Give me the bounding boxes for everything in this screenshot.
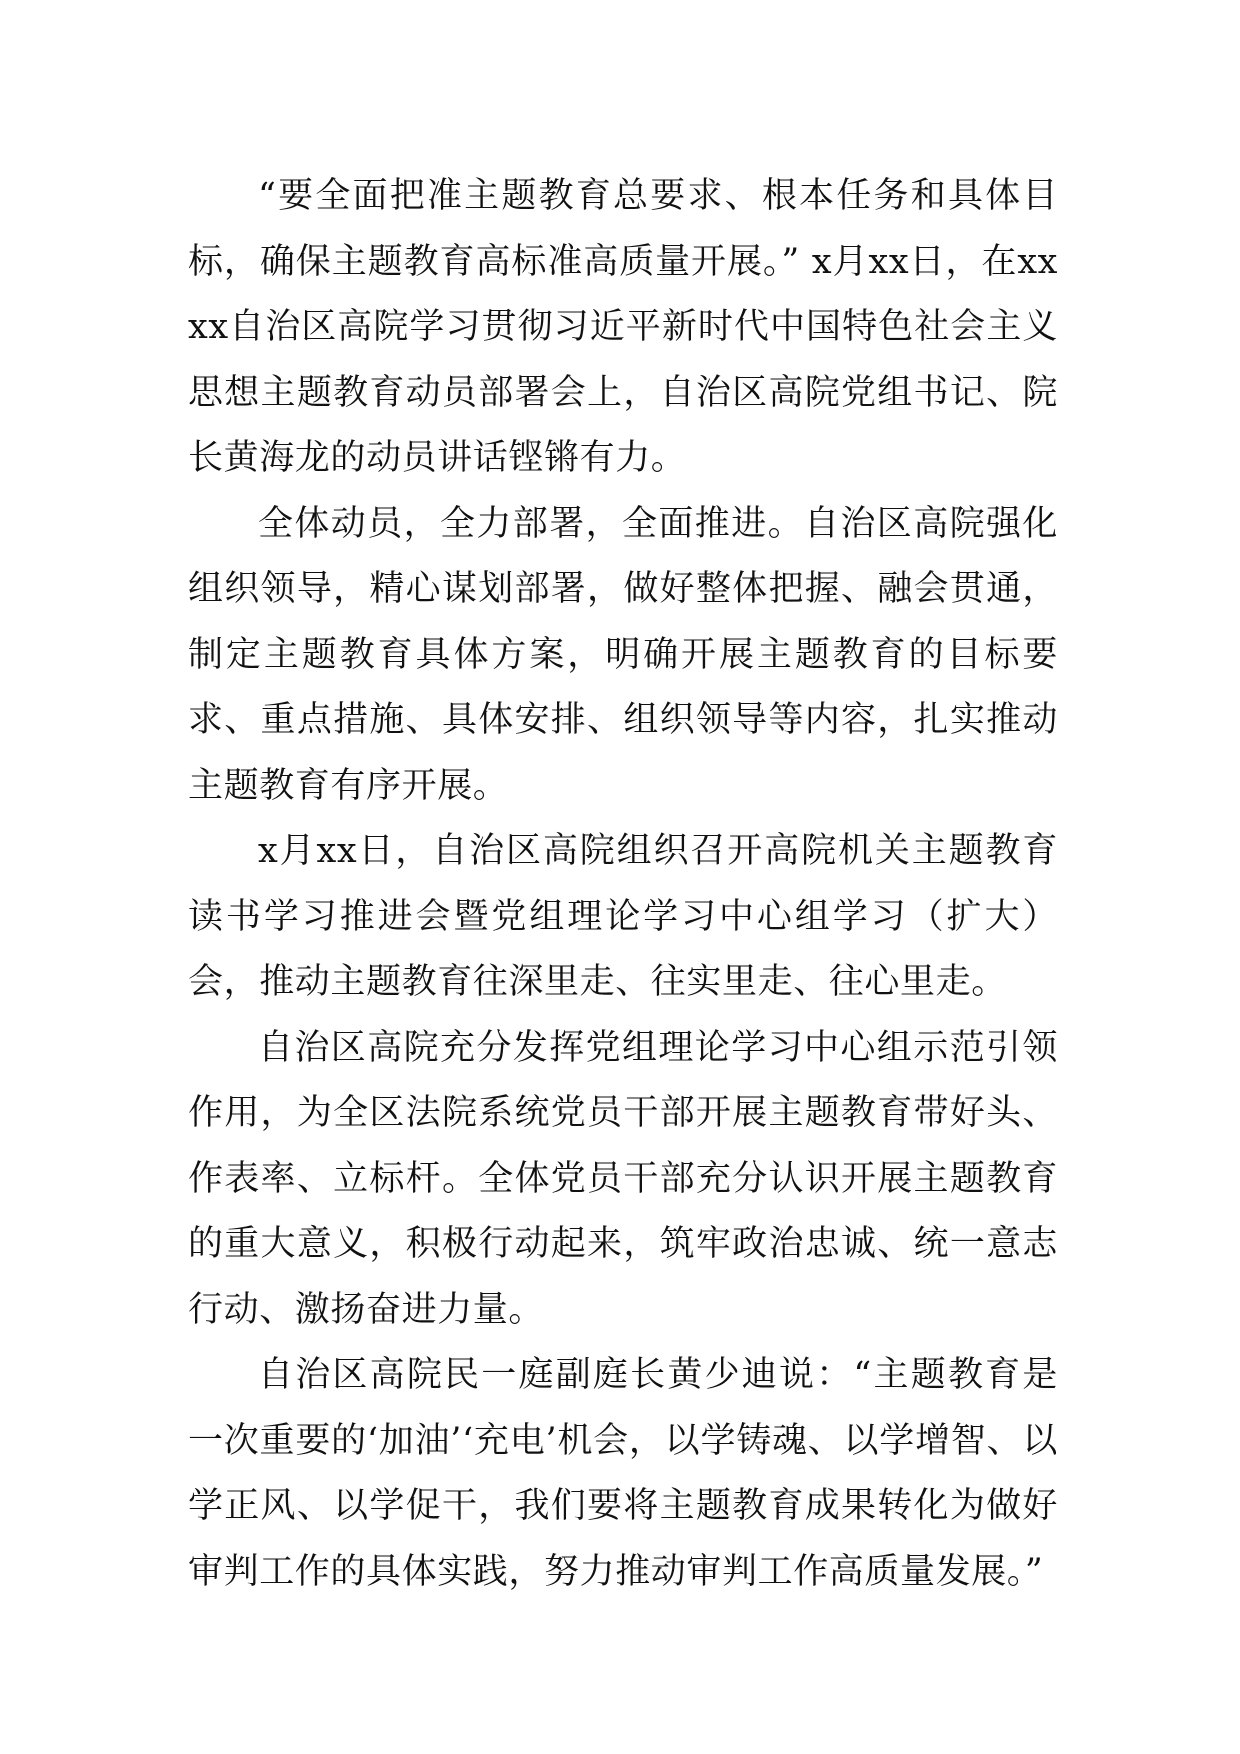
paragraph-4: 自治区高院充分发挥党组理论学习中心组示范引领作用，为全区法院系统党员干部开展主题教育带好头、作表率、立标杆。全体党员干部充分认识开展主题教育的重大意义，积极行动起来，筑牢政治忠诚、统一意志行动、激扬奋进力量。 bbox=[188, 1027, 1058, 1330]
paragraph-1: “要全面把准主题教育总要求、根本任务和具体目标，确保主题教育高标准高质量开展。” x月xx日，在xxxx自治区高院学习贯彻习近平新时代中国特色社会主义思想主题教育动员部署会上，自治区高院党组书记、院长黄海龙的动员讲话铿锵有力。 bbox=[188, 176, 1058, 478]
document-body bbox=[188, 164, 1058, 1605]
paragraph-2: 全体动员，全力部署，全面推进。自治区高院强化组织领导，精心谋划部署，做好整体把握、融会贯通，制定主题教育具体方案，明确开展主题教育的目标要求、重点措施、具体安排、组织领导等内容，扎实推动主题教育有序开展。 bbox=[188, 503, 1058, 806]
paragraph-3: x月xx日，自治区高院组织召开高院机关主题教育读书学习推进会暨党组理论学习中心组学习（扩大）会，推动主题教育往深里走、往实里走、往心里走。 bbox=[188, 831, 1058, 1002]
paragraph-5: 自治区高院民一庭副庭长黄少迪说：“主题教育是一次重要的‘加油’‘充电’机会，以学铸魂、以学增智、以学正风、以学促干，我们要将主题教育成果转化为做好审判工作的具体实践，努力推动审判工作高质量发展。” bbox=[188, 1355, 1058, 1592]
